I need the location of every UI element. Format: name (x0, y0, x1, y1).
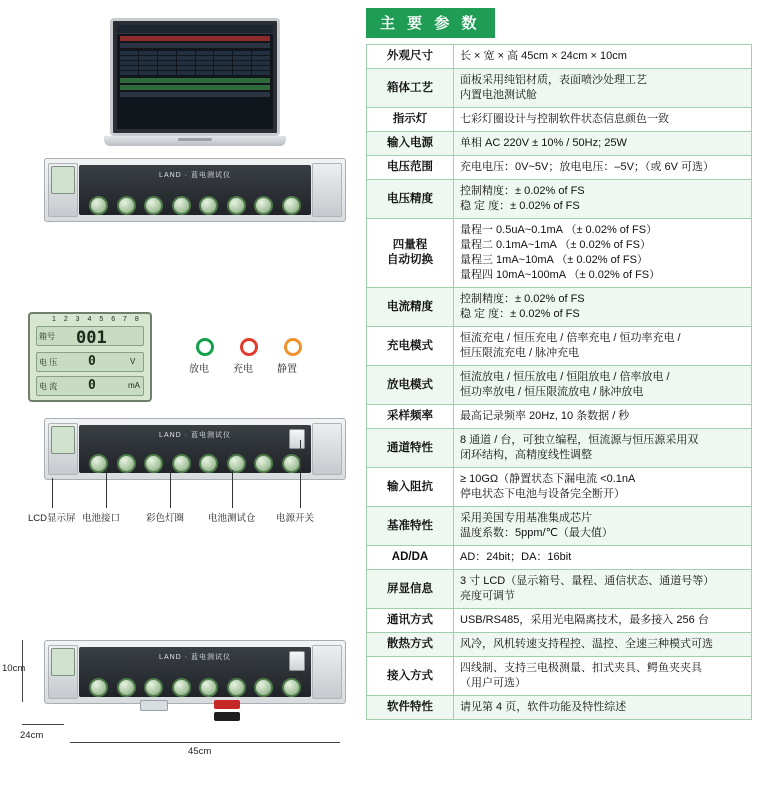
spec-key: 指示灯 (367, 108, 454, 132)
dim-line-depth (22, 724, 64, 725)
power-switch[interactable] (289, 651, 305, 671)
spec-key: 散热方式 (367, 633, 454, 657)
spec-key: 外观尺寸 (367, 45, 454, 69)
spec-row (367, 45, 752, 69)
lcd-box-label: 箱号 (39, 332, 55, 341)
spec-value: 3 寸 LCD（显示箱号、量程、通信状态、通道号等） 亮度可调节 (454, 570, 752, 609)
callout-lamp-ring: 彩色灯圈 (146, 513, 185, 524)
channel-port (254, 678, 273, 697)
laptop-base (104, 136, 286, 146)
lamp-rest-icon (284, 338, 302, 356)
clip-accessory-grey (140, 700, 168, 711)
lcd-current-value: 0 (88, 378, 96, 393)
spec-key: 放电模式 (367, 366, 454, 405)
lamp-charge-icon (240, 338, 258, 356)
channel-port (199, 196, 218, 215)
spec-value: 最高记录频率 20Hz, 10 条数据 / 秒 (454, 405, 752, 429)
spec-key: 软件特性 (367, 696, 454, 720)
lcd-box-value: 001 (76, 328, 107, 348)
lamp-discharge-icon (196, 338, 214, 356)
spec-row (367, 366, 752, 405)
channel-port (89, 678, 108, 697)
lamp-label-discharge: 放电 (189, 364, 209, 375)
product-illustration-pane (0, 0, 360, 795)
spec-key: 输入电源 (367, 132, 454, 156)
spec-key: 屏显信息 (367, 570, 454, 609)
channel-port (282, 196, 301, 215)
leader-line (106, 470, 107, 508)
dim-label-height: 10cm (2, 663, 26, 674)
rack-ear-right (312, 163, 342, 217)
spec-row (367, 696, 752, 720)
spec-value: 恒流放电 / 恒压放电 / 恒阻放电 / 倍率放电 / 恒功率放电 / 恒压限流放电 / 脉冲放电 (454, 366, 752, 405)
tester-unit-front-top (44, 158, 346, 222)
callout-battery-bay: 电池测试仓 (208, 513, 256, 524)
dim-label-depth: 24cm (20, 730, 44, 741)
spec-value: 采用美国专用基准集成芯片 温度系数：5ppm/℃（最大值） (454, 507, 752, 546)
laptop-lid (110, 18, 280, 136)
channel-port (117, 196, 136, 215)
spec-value: 控制精度：± 0.02% of FS 稳 定 度：± 0.02% of FS (454, 288, 752, 327)
channel-port (117, 678, 136, 697)
spec-key: 通道特性 (367, 429, 454, 468)
brand-label: LAND · 蓝电测试仪 (159, 432, 231, 439)
channel-port (89, 196, 108, 215)
spec-key: 箱体工艺 (367, 69, 454, 108)
spec-row (367, 507, 752, 546)
power-switch[interactable] (289, 429, 305, 449)
channel-port-row (89, 677, 301, 697)
spec-key: 充电模式 (367, 327, 454, 366)
channel-port-row (89, 453, 301, 473)
channel-port-row (89, 195, 301, 215)
spec-value: 请见第 4 页，软件功能及特性综述 (454, 696, 752, 720)
spec-value: 量程一 0.5uA~0.1mA （± 0.02% of FS） 量程二 0.1mA~1mA （± 0.02% of FS） 量程三 1mA~10mA （± 0.02% of FS） 量程四 10mA~100mA （± 0.02% of FS） (454, 219, 752, 288)
spec-value: USB/RS485，采用光电隔离技术，最多接入 256 台 (454, 609, 752, 633)
lcd-voltage-label: 电 压 (39, 358, 58, 367)
channel-port (172, 678, 191, 697)
channel-port (144, 196, 163, 215)
spec-row (367, 468, 752, 507)
spec-key: 通讯方式 (367, 609, 454, 633)
spec-key: AD/DA (367, 546, 454, 570)
spec-key: 电流精度 (367, 288, 454, 327)
spec-title: 主 要 参 数 (366, 8, 495, 38)
channel-port (199, 678, 218, 697)
leader-line (170, 470, 171, 508)
spec-row (367, 132, 752, 156)
channel-port (199, 454, 218, 473)
laptop-screen (117, 25, 273, 129)
spec-value: ≥ 10GΩ（静置状态下漏电流 <0.1nA 停电状态下电池与设备完全断开） (454, 468, 752, 507)
spec-key: 输入阻抗 (367, 468, 454, 507)
unit-lcd (51, 648, 75, 676)
dim-label-width: 45cm (188, 746, 212, 757)
spec-row (367, 570, 752, 609)
lcd-channel-numbers: 1 2 3 4 5 6 7 8 (52, 316, 142, 323)
status-lamp-group (188, 338, 318, 384)
rack-ear-right (312, 423, 342, 475)
laptop-illustration (104, 18, 286, 158)
spec-row (367, 429, 752, 468)
spec-key: 采样频率 (367, 405, 454, 429)
spec-value: 控制精度：± 0.02% of FS 稳 定 度：± 0.02% of FS (454, 180, 752, 219)
spec-row (367, 657, 752, 696)
spec-value: 长 × 宽 × 高 45cm × 24cm × 10cm (454, 45, 752, 69)
callout-lcd: LCD显示屏 (28, 513, 76, 524)
channel-port (117, 454, 136, 473)
spec-value: 四线制、支持三电极测量、扣式夹具、鳄鱼夹夹具 （用户可选） (454, 657, 752, 696)
unit-lcd (51, 166, 75, 194)
spec-row (367, 327, 752, 366)
channel-port (254, 454, 273, 473)
lamp-label-charge: 充电 (233, 364, 253, 375)
leader-line (300, 440, 301, 508)
channel-port (282, 454, 301, 473)
spec-key: 接入方式 (367, 657, 454, 696)
spec-value: 面板采用纯铝材质，表面喷沙处理工艺 内置电池测试舱 (454, 69, 752, 108)
spec-row (367, 180, 752, 219)
lcd-current-label: 电 流 (39, 382, 58, 391)
channel-port (172, 196, 191, 215)
spec-key: 电压范围 (367, 156, 454, 180)
spec-row (367, 219, 752, 288)
spec-row (367, 609, 752, 633)
clip-accessory-black (214, 712, 240, 721)
dim-line-width (70, 742, 340, 743)
spec-pane (360, 0, 758, 795)
channel-port (144, 454, 163, 473)
channel-port (144, 678, 163, 697)
clip-accessory-red (214, 700, 240, 709)
channel-port (172, 454, 191, 473)
spec-value: 恒流充电 / 恒压充电 / 倍率充电 / 恒功率充电 / 恒压限流充电 / 脉冲充电 (454, 327, 752, 366)
lcd-voltage-value: 0 (88, 354, 96, 369)
tester-unit-dimension-view (44, 640, 346, 704)
spec-row (367, 405, 752, 429)
lamp-label-rest: 静置 (277, 364, 297, 375)
spec-row (367, 546, 752, 570)
spec-row (367, 69, 752, 108)
lcd-current-unit: mA (128, 381, 140, 390)
spec-value: 8 通道 / 台，可独立编程，恒流源与恒压源采用双 闭环结构，高精度线性调整 (454, 429, 752, 468)
channel-port (227, 454, 246, 473)
channel-port (227, 196, 246, 215)
spec-value: 七彩灯圈设计与控制软件状态信息颜色一致 (454, 108, 752, 132)
lcd-display-detail (28, 312, 152, 402)
spec-row (367, 288, 752, 327)
leader-line (232, 470, 233, 508)
spec-value: 单相 AC 220V ± 10% / 50Hz; 25W (454, 132, 752, 156)
spec-key: 电压精度 (367, 180, 454, 219)
spec-row (367, 633, 752, 657)
spec-row (367, 156, 752, 180)
channel-port (254, 196, 273, 215)
spec-table (366, 44, 752, 720)
rack-ear-right (312, 645, 342, 699)
channel-port (227, 678, 246, 697)
brand-label: LAND · 蓝电测试仪 (159, 172, 231, 179)
spec-value: 充电电压：0V~5V；放电电压：–5V；（或 6V 可选） (454, 156, 752, 180)
spec-key: 四量程 自动切换 (367, 219, 454, 288)
spec-row (367, 108, 752, 132)
spec-value: AD：24bit；DA：16bit (454, 546, 752, 570)
spec-key: 基准特性 (367, 507, 454, 546)
unit-lcd (51, 426, 75, 454)
spec-value: 风冷，风机转速支持程控、温控、全速三种模式可选 (454, 633, 752, 657)
channel-port (282, 678, 301, 697)
callout-power-switch: 电源开关 (276, 513, 315, 524)
leader-line (52, 478, 53, 508)
brand-label: LAND · 蓝电测试仪 (159, 654, 231, 661)
lcd-voltage-unit: V (130, 357, 136, 366)
callout-battery-port: 电池接口 (82, 513, 121, 524)
